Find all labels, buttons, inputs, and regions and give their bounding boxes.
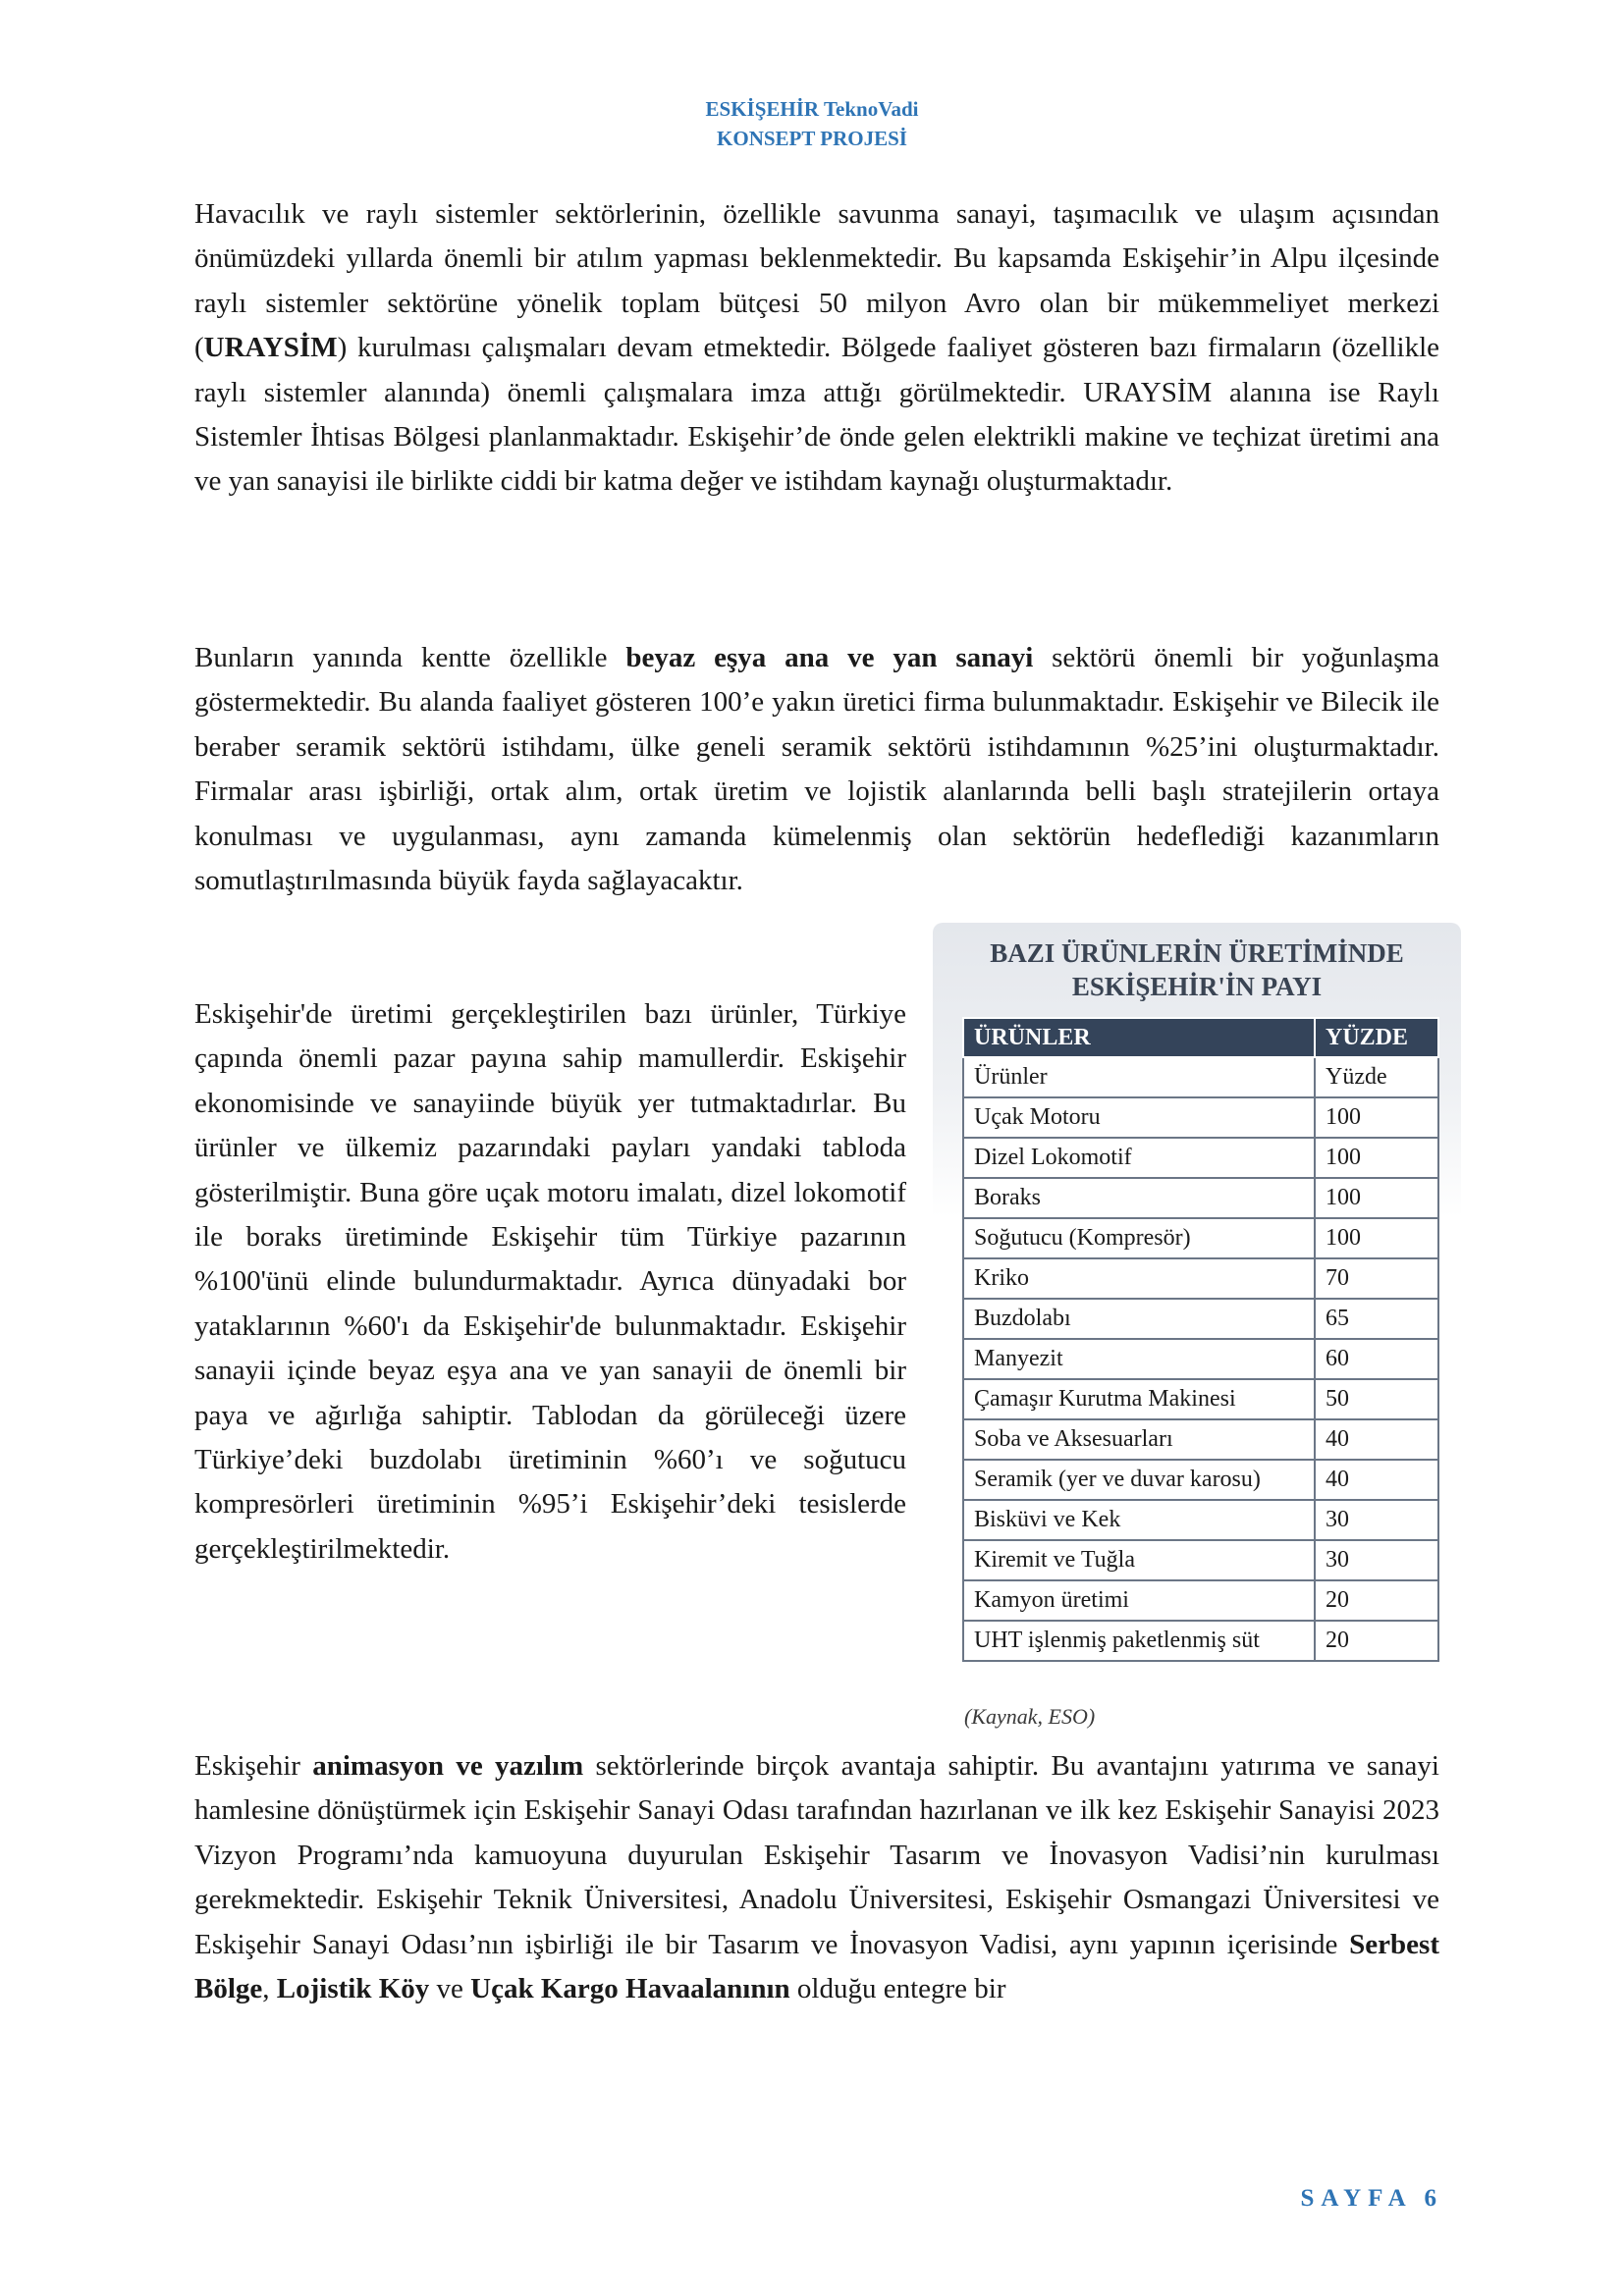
product-name-cell: Boraks: [963, 1178, 1315, 1218]
column-header-products: ÜRÜNLER: [963, 1018, 1315, 1057]
uraysim-bold: URAYSİM: [203, 332, 338, 364]
product-percent-cell: 20: [1315, 1621, 1438, 1661]
product-name-cell: Manyezit: [963, 1339, 1315, 1379]
animasyon-bold: animasyon ve yazılım: [312, 1750, 584, 1782]
product-name-cell: Dizel Lokomotif: [963, 1138, 1315, 1178]
product-percent-cell: 65: [1315, 1299, 1438, 1339]
paragraph-2-text-c: sektörü önemli bir yoğunlaşma göstermektedir. Bu alanda faaliyet gösteren 100’e yakın üretici firma bulunmaktadır. Eskişehir ve Bilecik ile beraber seramik sektörü istihdamı, ülke geneli seramik sektörü istihdamının %25’ini oluşturmaktadır. Firmalar arası işbirliği, ortak alım, ortak üretim ve lojistik alanlarında belli başlı stratejilerin ortaya konulması ve uygulanması, aynı zamanda kümelenmiş olan sektörün hedeflediği kazanımların somutlaştırılmasında büyük fayda sağlayacaktır.: [194, 642, 1439, 897]
product-percent-cell: 70: [1315, 1258, 1438, 1299]
product-name-cell: Kamyon üretimi: [963, 1580, 1315, 1621]
table-body: [963, 1057, 1438, 1661]
table-row: [963, 1097, 1438, 1138]
product-percent-cell: 100: [1315, 1138, 1438, 1178]
page-number: SAYFA 6: [1300, 2185, 1443, 2212]
product-name-cell: UHT işlenmiş paketlenmiş süt: [963, 1621, 1315, 1661]
product-percent-cell: 40: [1315, 1460, 1438, 1500]
table-row: [963, 1621, 1438, 1661]
table-row: [963, 1339, 1438, 1379]
paragraph-4-text-e: ,: [262, 1973, 277, 2005]
table-row: [963, 1299, 1438, 1339]
paragraph-4-text-g: ve: [429, 1973, 471, 2005]
paragraph-2: [194, 636, 1439, 903]
product-name-cell: Ürünler: [963, 1057, 1315, 1097]
table-header-row: [963, 1018, 1438, 1057]
table-row: [963, 1178, 1438, 1218]
table-row: [963, 1379, 1438, 1419]
product-percent-cell: 20: [1315, 1580, 1438, 1621]
product-percent-cell: 100: [1315, 1178, 1438, 1218]
product-percent-cell: 100: [1315, 1218, 1438, 1258]
table-row: [963, 1500, 1438, 1540]
table-row: [963, 1540, 1438, 1580]
paragraph-1-text-c: ) kurulması çalışmaları devam etmektedir. Bölgede faaliyet gösteren bazı firmaların (özellikle raylı sistemler alanında) önemli çalışmalara imza attığı görülmektedir. URAYSİM alanına ise Raylı Sistemler İhtisas Bölgesi planlanmaktadır. Eskişehir’de önde gelen elektrikli makine ve teçhizat üretimi ana ve yan sanayisi ile birlikte ciddi bir katma değer ve istihdam kaynağı oluşturmaktadır.: [194, 332, 1439, 498]
table-row: [963, 1580, 1438, 1621]
product-name-cell: Çamaşır Kurutma Makinesi: [963, 1379, 1315, 1419]
page-header: [0, 94, 1624, 153]
product-name-cell: Uçak Motoru: [963, 1097, 1315, 1138]
figure-title-line-1: BAZI ÜRÜNLERİN ÜRETİMİNDE: [990, 938, 1404, 968]
header-line-1: ESKİŞEHİR TeknoVadi: [705, 97, 919, 121]
figure-title: [933, 936, 1461, 1003]
paragraph-4-text-c: sektörlerinde birçok avantaja sahiptir. Bu avantajını yatırıma ve sanayi hamlesine dönüştürmek için Eskişehir Sanayi Odası tarafından hazırlanan ve ilk kez Eskişehir Sanayisi 2023 Vizyon Programı’nda kamuoyuna duyurulan Eskişehir Tasarım ve İnovasyon Vadisi’nin kurulması gerekmektedir. Eskişehir Teknik Üniversitesi, Anadolu Üniversitesi, Eskişehir Osmangazi Üniversitesi ve Eskişehir Sanayi Odası’nın işbirliği ile bir Tasarım ve İnovasyon Vadisi, aynı yapının içerisinde: [194, 1750, 1439, 1960]
table-row: [963, 1057, 1438, 1097]
header-line-2: KONSEPT PROJESİ: [717, 127, 907, 150]
beyaz-esya-bold: beyaz eşya ana ve yan sanayi: [625, 642, 1034, 673]
paragraph-3: Eskişehir'de üretimi gerçekleştirilen bazı ürünler, Türkiye çapında önemli pazar payına sahip mamullerdir. Eskişehir ekonomisinde ve sanayiinde büyük yer tutmaktadırlar. Bu ürünler ve ülkemiz pazarındaki payları yandaki tabloda gösterilmiştir. Buna göre uçak motoru imalatı, dizel lokomotif ile boraks üretiminde Eskişehir tüm Türkiye pazarının %100'ünü elinde bulundurmaktadır. Ayrıca dünyadaki bor yataklarının %60'ı da Eskişehir'de bulunmaktadır. Eskişehir sanayii içinde beyaz eşya ana ve yan sanayii de önemli bir paya ve ağırlığa sahiptir. Tablodan da görüleceği üzere Türkiye’deki buzdolabı üretiminin %60’ı ve soğutucu kompresörleri üretiminin %95’i Eskişehir’deki tesislerde gerçekleştirilmektedir.: [194, 998, 906, 1565]
product-name-cell: Soğutucu (Kompresör): [963, 1218, 1315, 1258]
ucak-kargo-bold: Uçak Kargo Havaalanının: [470, 1973, 790, 2005]
table-row: [963, 1258, 1438, 1299]
figure-title-line-2: ESKİŞEHİR'İN PAYI: [1071, 972, 1323, 1001]
product-name-cell: Kiremit ve Tuğla: [963, 1540, 1315, 1580]
product-name-cell: Kriko: [963, 1258, 1315, 1299]
product-percent-cell: Yüzde: [1315, 1057, 1438, 1097]
product-percent-cell: 40: [1315, 1419, 1438, 1460]
table-row: [963, 1460, 1438, 1500]
product-percent-cell: 100: [1315, 1097, 1438, 1138]
product-percent-cell: 60: [1315, 1339, 1438, 1379]
table-row: [963, 1218, 1438, 1258]
paragraph-4: [194, 1744, 1439, 2011]
product-name-cell: Buzdolabı: [963, 1299, 1315, 1339]
table-row: [963, 1419, 1438, 1460]
product-name-cell: Seramik (yer ve duvar karosu): [963, 1460, 1315, 1500]
paragraph-1: [194, 192, 1439, 505]
product-name-cell: Bisküvi ve Kek: [963, 1500, 1315, 1540]
column-header-percent: YÜZDE: [1315, 1018, 1438, 1057]
table-row: [963, 1138, 1438, 1178]
lojistik-koy-bold: Lojistik Köy: [276, 1973, 430, 2005]
table-source: (Kaynak, ESO): [964, 1704, 1096, 1729]
product-share-figure: [933, 923, 1461, 1737]
product-name-cell: Soba ve Aksesuarları: [963, 1419, 1315, 1460]
product-percent-cell: 30: [1315, 1500, 1438, 1540]
paragraph-4-text-i: olduğu entegre bir: [789, 1973, 1006, 2005]
product-share-table: [962, 1017, 1439, 1662]
paragraph-4-text-a: Eskişehir: [194, 1750, 313, 1782]
paragraph-2-text-a: Bunların yanında kentte özellikle: [194, 642, 626, 673]
paragraph-1-text-a: Havacılık ve raylı sistemler sektörlerinin, özellikle savunma sanayi, taşımacılık ve ulaşım açısından önümüzdeki yıllarda önemli bir atılım yapması beklenmektedir. Bu kapsamda Eskişehir’in Alpu ilçesinde raylı sistemler sektörüne yönelik toplam bütçesi 50 milyon Avro olan bir mükemmeliyet merkezi (: [194, 198, 1439, 364]
product-percent-cell: 50: [1315, 1379, 1438, 1419]
serbest-bolge-bold: Serbest Bölge: [194, 1928, 1439, 2005]
product-percent-cell: 30: [1315, 1540, 1438, 1580]
